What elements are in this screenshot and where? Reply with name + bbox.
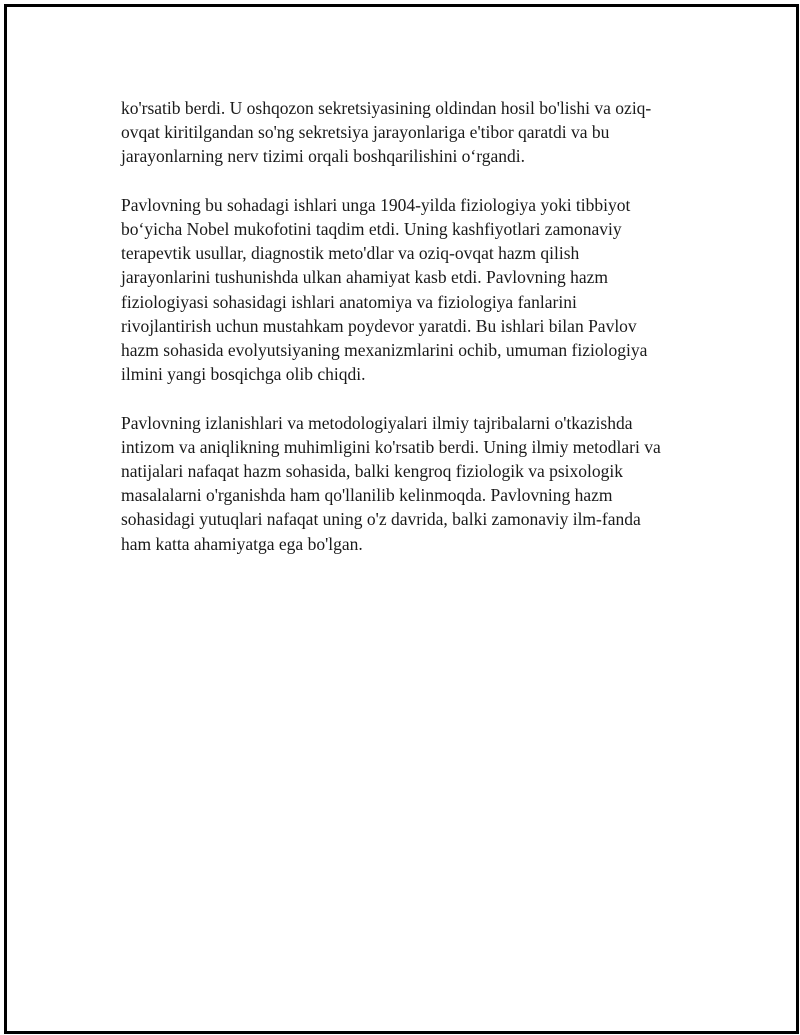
text-line: ko'rsatib berdi. U oshqozon sekretsiyasining oldindan hosil bo'lishi va oziq- bbox=[121, 98, 652, 118]
text-line: jarayonlarini tushunishda ulkan ahamiyat kasb etdi. Pavlovning hazm bbox=[121, 267, 608, 288]
text-line: terapevtik usullar, diagnostik meto'dlar va oziq-ovqat hazm qilish bbox=[121, 243, 580, 264]
text-line: intizom va aniqlikning muhimligini ko'rsatib berdi. Uning ilmiy metodlari va bbox=[121, 436, 661, 457]
paragraph-1 bbox=[121, 96, 701, 169]
text-line: ilmini yangi bosqichga olib chiqdi. bbox=[121, 364, 366, 385]
text-line: jarayonlarning nerv tizimi orqali boshqarilishini o‘rgandi. bbox=[121, 146, 526, 167]
text-line: bo‘yicha Nobel mukofotini taqdim etdi. Uning kashfiyotlari zamonaviy bbox=[121, 219, 622, 239]
text-line: fiziologiyasi sohasidagi ishlari anatomiya va fiziologiya fanlarini bbox=[121, 291, 577, 312]
text-line: Pavlovning bu sohadagi ishlari unga 1904-yilda fiziologiya yoki tibbiyot bbox=[121, 194, 631, 215]
text-line: rivojlantirish uchun mustahkam poydevor yaratdi. Bu ishlari bilan Pavlov bbox=[121, 315, 637, 336]
text-line: sohasidagi yutuqlari nafaqat uning o'z davrida, balki zamonaviy ilm-fanda bbox=[121, 509, 641, 530]
paragraph-2 bbox=[121, 193, 701, 387]
document-page bbox=[4, 4, 799, 1034]
document-body bbox=[121, 96, 701, 580]
paragraph-3 bbox=[121, 411, 701, 556]
text-line: Pavlovning izlanishlari va metodologiyalari ilmiy tajribalarni o'tkazishda bbox=[121, 412, 633, 433]
text-line: ovqat kiritilgandan so'ng sekretsiya jarayonlariga e'tibor qaratdi va bu bbox=[121, 122, 610, 143]
text-line: natijalari nafaqat hazm sohasida, balki kengroq fiziologik va psixologik bbox=[121, 461, 624, 482]
text-line: hazm sohasida evolyutsiyaning mexanizmlarini ochib, umuman fiziologiya bbox=[121, 340, 648, 361]
text-line: masalalarni o'rganishda ham qo'llanilib kelinmoqda. Pavlovning hazm bbox=[121, 485, 613, 506]
text-line: ham katta ahamiyatga ega bo'lgan. bbox=[121, 533, 363, 554]
